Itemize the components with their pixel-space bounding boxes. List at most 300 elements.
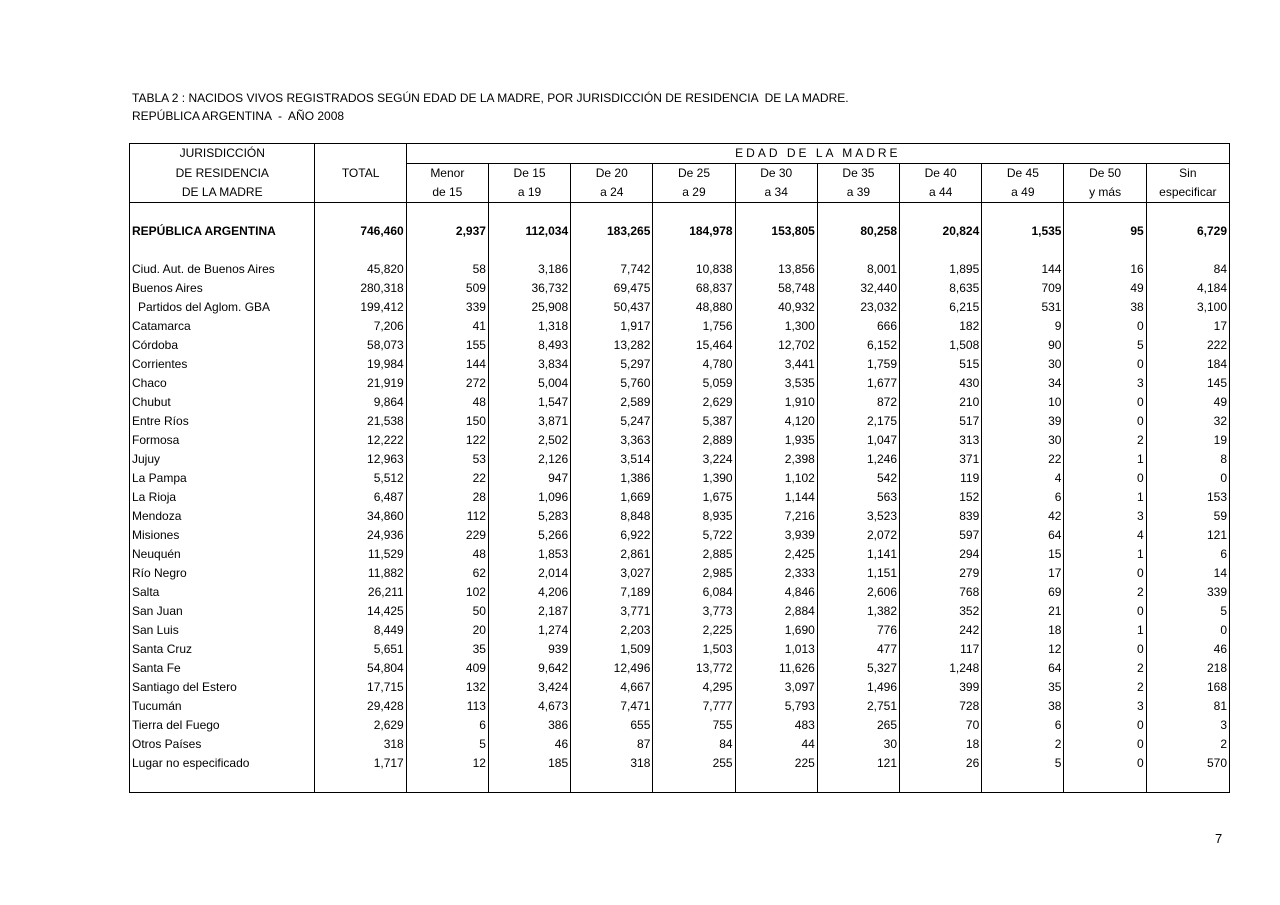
cell-value: 0 [1064, 355, 1146, 374]
cell-value: 3,027 [571, 564, 653, 583]
cell-value: 42 [982, 507, 1064, 526]
table-row [130, 450, 1230, 469]
cell-value: 6,152 [817, 336, 899, 355]
cell-value: 144 [406, 355, 488, 374]
row-label: Córdoba [132, 338, 179, 352]
header-row-2 [130, 164, 1230, 184]
cell-value: 184,978 [653, 222, 735, 241]
row-label: Santa Fe [132, 661, 181, 675]
cell-value: 709 [982, 279, 1064, 298]
cell-value: 776 [817, 621, 899, 640]
table-row [130, 735, 1230, 754]
header-col-bottom: a 44 [900, 183, 982, 203]
cell-value: 1,895 [900, 260, 982, 279]
cell-value: 313 [900, 431, 982, 450]
table-row [130, 469, 1230, 488]
cell-value: 4 [1064, 526, 1146, 545]
cell-value: 3,224 [653, 450, 735, 469]
cell-value: 13,282 [571, 336, 653, 355]
cell-value: 570 [1146, 754, 1229, 773]
header-jurisdiccion: JURISDICCIÓN [179, 146, 265, 161]
cell-value: 318 [571, 754, 653, 773]
cell-value: 1,144 [735, 488, 817, 507]
cell-value: 563 [817, 488, 899, 507]
cell-value: 153 [1146, 488, 1229, 507]
cell-value: 483 [735, 716, 817, 735]
cell-value: 2,225 [653, 621, 735, 640]
cell-value: 1,756 [653, 317, 735, 336]
row-label: Mendoza [132, 509, 182, 523]
row-label: Otros Países [132, 737, 202, 751]
cell-value: 15,464 [653, 336, 735, 355]
cell-value: 0 [1064, 564, 1146, 583]
cell-value: 112,034 [488, 222, 570, 241]
spacer-row [130, 241, 1230, 260]
cell-value: 119 [900, 469, 982, 488]
cell-value: 4,184 [1146, 279, 1229, 298]
table-row [130, 317, 1230, 336]
cell-value: 1,496 [817, 678, 899, 697]
cell-value: 1,013 [735, 640, 817, 659]
cell-value: 5,283 [488, 507, 570, 526]
cell-value: 2,606 [817, 583, 899, 602]
cell-value: 8,493 [488, 336, 570, 355]
cell-value: 152 [900, 488, 982, 507]
cell-value: 18 [982, 621, 1064, 640]
cell-value: 5 [406, 735, 488, 754]
cell-value: 64 [982, 526, 1064, 545]
cell-value: 0 [1064, 412, 1146, 431]
cell-value: 112 [406, 507, 488, 526]
cell-value: 46 [1146, 640, 1229, 659]
cell-value: 655 [571, 716, 653, 735]
cell-value: 6,215 [900, 298, 982, 317]
cell-value: 430 [900, 374, 982, 393]
cell-value: 0 [1064, 735, 1146, 754]
cell-value: 11,626 [735, 659, 817, 678]
header-age-band: EDAD DE LA MADRE [406, 144, 1229, 164]
cell-value: 229 [406, 526, 488, 545]
cell-value: 3,100 [1146, 298, 1229, 317]
cell-value: 1 [1064, 450, 1146, 469]
header-col-bottom: a 19 [488, 183, 570, 203]
cell-value: 84 [1146, 260, 1229, 279]
cell-value: 58 [406, 260, 488, 279]
cell-value: 144 [982, 260, 1064, 279]
table-row [130, 488, 1230, 507]
cell-value: 12,496 [571, 659, 653, 678]
cell-value: 2 [1146, 735, 1229, 754]
cell-value: 1,382 [817, 602, 899, 621]
cell-value: 2 [1064, 583, 1146, 602]
cell-value: 48 [406, 545, 488, 564]
cell-value: 6 [982, 716, 1064, 735]
cell-value: 34 [982, 374, 1064, 393]
births-table [129, 143, 1230, 793]
cell-value: 6,922 [571, 526, 653, 545]
cell-value: 1,246 [817, 450, 899, 469]
cell-value: 0 [1064, 317, 1146, 336]
spacer-row [130, 773, 1230, 793]
header-madre: DE LA MADRE [181, 185, 263, 199]
table-row [130, 412, 1230, 431]
cell-value: 40,932 [735, 298, 817, 317]
cell-value: 2,187 [488, 602, 570, 621]
cell-value: 210 [900, 393, 982, 412]
cell-value: 1,675 [653, 488, 735, 507]
cell-value: 35 [406, 640, 488, 659]
cell-total: 9,864 [315, 393, 406, 412]
header-row-1 [130, 144, 1230, 164]
cell-value: 1 [1064, 545, 1146, 564]
cell-value: 5,327 [817, 659, 899, 678]
cell-value: 80,258 [817, 222, 899, 241]
header-col-top: De 35 [817, 164, 899, 184]
cell-value: 8,848 [571, 507, 653, 526]
cell-value: 3,441 [735, 355, 817, 374]
cell-value: 81 [1146, 697, 1229, 716]
cell-value: 64 [982, 659, 1064, 678]
header-col-top: Menor [406, 164, 488, 184]
cell-value: 17 [982, 564, 1064, 583]
cell-value: 2,985 [653, 564, 735, 583]
row-label: San Juan [132, 604, 183, 618]
row-label: REPÚBLICA ARGENTINA [132, 224, 276, 238]
cell-value: 3,773 [653, 602, 735, 621]
cell-total: 5,512 [315, 469, 406, 488]
cell-value: 2,884 [735, 602, 817, 621]
cell-value: 22 [406, 469, 488, 488]
cell-value: 5,760 [571, 374, 653, 393]
cell-value: 339 [406, 298, 488, 317]
cell-value: 2,425 [735, 545, 817, 564]
total-row [130, 222, 1230, 241]
cell-value: 16 [1064, 260, 1146, 279]
cell-value: 515 [900, 355, 982, 374]
row-label: Entre Ríos [132, 414, 189, 428]
cell-total: 14,425 [315, 602, 406, 621]
cell-value: 3,871 [488, 412, 570, 431]
cell-total: 280,318 [315, 279, 406, 298]
cell-value: 3,097 [735, 678, 817, 697]
header-col-top: De 50 [1064, 164, 1146, 184]
cell-value: 62 [406, 564, 488, 583]
cell-value: 5,387 [653, 412, 735, 431]
cell-value: 0 [1064, 754, 1146, 773]
cell-value: 17 [1146, 317, 1229, 336]
cell-value: 509 [406, 279, 488, 298]
cell-value: 153,805 [735, 222, 817, 241]
cell-value: 2,861 [571, 545, 653, 564]
cell-value: 13,772 [653, 659, 735, 678]
cell-total: 7,206 [315, 317, 406, 336]
cell-value: 3,514 [571, 450, 653, 469]
cell-value: 1,509 [571, 640, 653, 659]
cell-value: 2 [1064, 678, 1146, 697]
cell-total: 45,820 [315, 260, 406, 279]
cell-value: 1,102 [735, 469, 817, 488]
cell-value: 4,673 [488, 697, 570, 716]
cell-value: 4,120 [735, 412, 817, 431]
cell-value: 84 [653, 735, 735, 754]
cell-value: 597 [900, 526, 982, 545]
table-row [130, 279, 1230, 298]
cell-value: 30 [982, 431, 1064, 450]
table-row [130, 507, 1230, 526]
header-row-3 [130, 183, 1230, 203]
cell-value: 53 [406, 450, 488, 469]
cell-value: 2,889 [653, 431, 735, 450]
cell-value: 3,424 [488, 678, 570, 697]
cell-value: 0 [1064, 716, 1146, 735]
cell-value: 2,502 [488, 431, 570, 450]
cell-value: 1,096 [488, 488, 570, 507]
cell-value: 0 [1146, 621, 1229, 640]
cell-value: 294 [900, 545, 982, 564]
cell-value: 21 [982, 602, 1064, 621]
header-col-top: De 25 [653, 164, 735, 184]
cell-value: 339 [1146, 583, 1229, 602]
cell-total: 5,651 [315, 640, 406, 659]
table-row [130, 659, 1230, 678]
cell-value: 2 [982, 735, 1064, 754]
cell-value: 9,642 [488, 659, 570, 678]
cell-total: 2,629 [315, 716, 406, 735]
cell-value: 265 [817, 716, 899, 735]
cell-value: 1,547 [488, 393, 570, 412]
cell-total: 54,804 [315, 659, 406, 678]
cell-value: 182 [900, 317, 982, 336]
cell-value: 113 [406, 697, 488, 716]
cell-value: 3 [1146, 716, 1229, 735]
cell-total: 11,882 [315, 564, 406, 583]
header-col-top: De 45 [982, 164, 1064, 184]
cell-value: 728 [900, 697, 982, 716]
cell-value: 38 [1064, 298, 1146, 317]
header-col-bottom: a 49 [982, 183, 1064, 203]
cell-value: 5,793 [735, 697, 817, 716]
cell-value: 399 [900, 678, 982, 697]
cell-value: 1,503 [653, 640, 735, 659]
cell-value: 222 [1146, 336, 1229, 355]
cell-value: 28 [406, 488, 488, 507]
cell-value: 0 [1064, 602, 1146, 621]
cell-value: 48,880 [653, 298, 735, 317]
cell-value: 50,437 [571, 298, 653, 317]
header-col-bottom: a 34 [735, 183, 817, 203]
cell-value: 1,910 [735, 393, 817, 412]
table-row [130, 431, 1230, 450]
cell-value: 2,126 [488, 450, 570, 469]
cell-value: 0 [1064, 640, 1146, 659]
cell-value: 8,935 [653, 507, 735, 526]
cell-value: 1,248 [900, 659, 982, 678]
table-row [130, 564, 1230, 583]
row-label: Río Negro [132, 566, 187, 580]
cell-value: 38 [982, 697, 1064, 716]
cell-value: 121 [1146, 526, 1229, 545]
cell-value: 1,274 [488, 621, 570, 640]
cell-value: 6,729 [1146, 222, 1229, 241]
cell-value: 95 [1064, 222, 1146, 241]
cell-value: 2,203 [571, 621, 653, 640]
cell-value: 5 [982, 754, 1064, 773]
cell-value: 12,702 [735, 336, 817, 355]
cell-value: 90 [982, 336, 1064, 355]
cell-total: 21,538 [315, 412, 406, 431]
cell-value: 3 [1064, 507, 1146, 526]
cell-value: 30 [817, 735, 899, 754]
row-label: Chaco [132, 376, 167, 390]
row-label: Tucumán [132, 699, 182, 713]
cell-value: 14 [1146, 564, 1229, 583]
table-row [130, 716, 1230, 735]
table-row [130, 583, 1230, 602]
table-row [130, 393, 1230, 412]
row-label: Partidos del Aglom. GBA [138, 300, 271, 314]
cell-value: 5,297 [571, 355, 653, 374]
row-label: Misiones [132, 528, 180, 542]
cell-value: 2,751 [817, 697, 899, 716]
cell-total: 746,460 [315, 222, 406, 241]
cell-value: 15 [982, 545, 1064, 564]
header-col-top: De 20 [571, 164, 653, 184]
cell-value: 2,885 [653, 545, 735, 564]
cell-value: 6 [406, 716, 488, 735]
header-col-top: Sin [1146, 164, 1229, 184]
cell-value: 218 [1146, 659, 1229, 678]
table-row [130, 374, 1230, 393]
table-row [130, 754, 1230, 773]
cell-value: 59 [1146, 507, 1229, 526]
cell-total: 19,984 [315, 355, 406, 374]
row-label: Catamarca [132, 319, 191, 333]
header-col-bottom: a 29 [653, 183, 735, 203]
row-label: San Luis [132, 623, 179, 637]
cell-value: 49 [1064, 279, 1146, 298]
cell-value: 4,295 [653, 678, 735, 697]
table-title: TABLA 2 : NACIDOS VIVOS REGISTRADOS SEGÚN EDAD DE LA MADRE, POR JURISDICCIÓN DE RESIDENCIA DE LA MADRE. [132, 91, 849, 105]
cell-value: 155 [406, 336, 488, 355]
cell-value: 121 [817, 754, 899, 773]
cell-value: 477 [817, 640, 899, 659]
cell-value: 1,318 [488, 317, 570, 336]
table-row [130, 336, 1230, 355]
cell-value: 2,937 [406, 222, 488, 241]
table-row [130, 640, 1230, 659]
cell-value: 26 [900, 754, 982, 773]
cell-value: 22 [982, 450, 1064, 469]
cell-value: 1,759 [817, 355, 899, 374]
cell-value: 5,004 [488, 374, 570, 393]
table-subtitle: REPÚBLICA ARGENTINA - AÑO 2008 [132, 109, 345, 123]
cell-value: 5 [1064, 336, 1146, 355]
cell-value: 1,047 [817, 431, 899, 450]
cell-value: 12 [982, 640, 1064, 659]
row-label: Buenos Aires [132, 281, 203, 295]
cell-value: 145 [1146, 374, 1229, 393]
cell-value: 3,834 [488, 355, 570, 374]
cell-value: 1,669 [571, 488, 653, 507]
header-col-top: De 30 [735, 164, 817, 184]
cell-value: 41 [406, 317, 488, 336]
row-label: Ciud. Aut. de Buenos Aires [132, 262, 275, 276]
cell-value: 3,523 [817, 507, 899, 526]
cell-value: 225 [735, 754, 817, 773]
cell-value: 531 [982, 298, 1064, 317]
cell-value: 3,939 [735, 526, 817, 545]
cell-total: 11,529 [315, 545, 406, 564]
cell-value: 386 [488, 716, 570, 735]
cell-value: 1,535 [982, 222, 1064, 241]
cell-value: 2,589 [571, 393, 653, 412]
cell-total: 34,860 [315, 507, 406, 526]
cell-value: 132 [406, 678, 488, 697]
cell-value: 0 [1064, 393, 1146, 412]
cell-value: 839 [900, 507, 982, 526]
table-row [130, 355, 1230, 374]
cell-value: 409 [406, 659, 488, 678]
cell-value: 4,206 [488, 583, 570, 602]
cell-value: 4,667 [571, 678, 653, 697]
cell-total: 58,073 [315, 336, 406, 355]
cell-value: 87 [571, 735, 653, 754]
cell-value: 939 [488, 640, 570, 659]
cell-value: 122 [406, 431, 488, 450]
table-row [130, 678, 1230, 697]
cell-value: 185 [488, 754, 570, 773]
cell-value: 25,908 [488, 298, 570, 317]
table-row [130, 602, 1230, 621]
cell-value: 49 [1146, 393, 1229, 412]
table-row [130, 298, 1230, 317]
cell-value: 1 [1064, 621, 1146, 640]
row-label: Jujuy [132, 452, 161, 466]
cell-value: 4 [982, 469, 1064, 488]
cell-value: 70 [900, 716, 982, 735]
header-col-bottom: especificar [1146, 183, 1229, 203]
cell-value: 272 [406, 374, 488, 393]
cell-value: 1,141 [817, 545, 899, 564]
cell-value: 371 [900, 450, 982, 469]
cell-value: 1,917 [571, 317, 653, 336]
row-label: Chubut [132, 395, 171, 409]
cell-value: 8,001 [817, 260, 899, 279]
header-col-bottom: a 39 [817, 183, 899, 203]
cell-value: 23,032 [817, 298, 899, 317]
cell-value: 183,265 [571, 222, 653, 241]
cell-total: 17,715 [315, 678, 406, 697]
cell-value: 1,300 [735, 317, 817, 336]
cell-total: 26,211 [315, 583, 406, 602]
cell-value: 1,390 [653, 469, 735, 488]
table-row [130, 697, 1230, 716]
row-label: La Rioja [132, 490, 177, 504]
cell-value: 30 [982, 355, 1064, 374]
cell-value: 69,475 [571, 279, 653, 298]
cell-value: 10,838 [653, 260, 735, 279]
cell-value: 947 [488, 469, 570, 488]
header-col-top: De 40 [900, 164, 982, 184]
cell-value: 5 [1146, 602, 1229, 621]
cell-value: 9 [982, 317, 1064, 336]
page-number: 7 [1215, 831, 1223, 846]
cell-value: 7,742 [571, 260, 653, 279]
cell-value: 3,771 [571, 602, 653, 621]
cell-value: 68,837 [653, 279, 735, 298]
cell-value: 5,266 [488, 526, 570, 545]
table-row [130, 260, 1230, 279]
